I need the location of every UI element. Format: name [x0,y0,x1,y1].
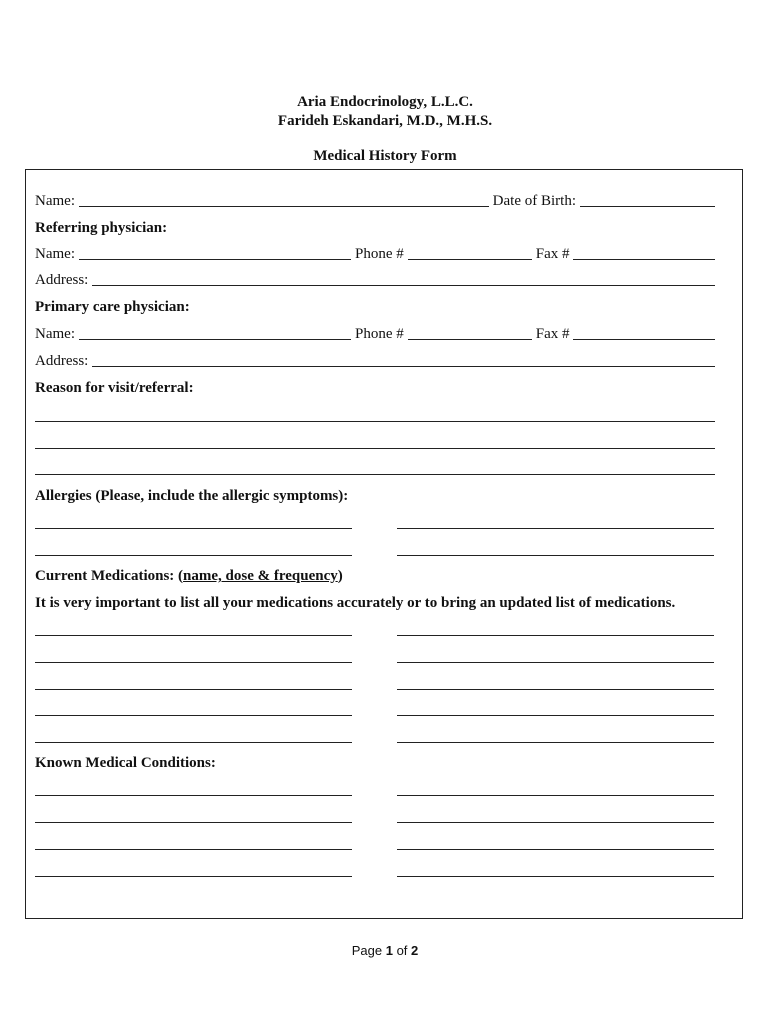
referring-phone-label: Phone # [354,246,404,262]
patient-name-field[interactable] [79,206,489,207]
medication-line[interactable] [35,635,352,636]
primary-contact-row [35,325,715,343]
referring-name-label: Name: [35,246,75,262]
referring-address-field[interactable] [92,285,715,286]
condition-line[interactable] [35,849,352,850]
dob-field[interactable] [580,206,715,207]
primary-fax-label: Fax # [535,326,570,342]
page-total: 2 [411,943,419,958]
medication-line[interactable] [397,662,714,663]
page-current: 1 [385,943,393,958]
reason-heading: Reason for visit/referral: [35,380,194,396]
primary-heading: Primary care physician: [35,299,190,315]
practice-name: Aria Endocrinology, L.L.C. [297,94,473,110]
medication-line[interactable] [35,662,352,663]
referring-name-field[interactable] [79,259,351,260]
medications-heading-suffix: ) [337,568,343,584]
condition-line[interactable] [397,795,714,796]
dob-label: Date of Birth: [492,193,576,209]
page-word: Page [351,943,383,958]
medication-line[interactable] [397,742,714,743]
condition-line[interactable] [35,795,352,796]
condition-line[interactable] [397,822,714,823]
referring-fax-label: Fax # [535,246,570,262]
medications-heading [35,567,715,585]
primary-address-field[interactable] [92,366,715,367]
allergy-line[interactable] [35,555,352,556]
medication-line[interactable] [35,742,352,743]
medication-line[interactable] [397,689,714,690]
allergy-line[interactable] [397,528,714,529]
medication-line[interactable] [397,715,714,716]
condition-line[interactable] [35,822,352,823]
of-word: of [396,943,408,958]
patient-row [35,192,715,210]
reason-line[interactable] [35,474,715,475]
page-number [0,943,770,958]
referring-heading: Referring physician: [35,220,168,236]
condition-line[interactable] [397,849,714,850]
medications-note: It is very important to list all your medications accurately or to bring an updated list of medications. [35,595,676,611]
referring-fax-field[interactable] [573,259,715,260]
primary-name-label: Name: [35,326,75,342]
medication-line[interactable] [35,689,352,690]
primary-fax-field[interactable] [573,339,715,340]
reason-line[interactable] [35,448,715,449]
doctor-name: Farideh Eskandari, M.D., M.H.S. [277,113,493,129]
referring-contact-row [35,245,715,263]
condition-line[interactable] [397,876,714,877]
primary-name-field[interactable] [79,339,351,340]
referring-phone-field[interactable] [408,259,532,260]
allergy-line[interactable] [35,528,352,529]
reason-line[interactable] [35,421,715,422]
medication-line[interactable] [397,635,714,636]
medications-heading-prefix: Current Medications: ( [35,568,184,584]
medication-line[interactable] [35,715,352,716]
medications-heading-underlined: name, dose & frequency [183,568,338,584]
patient-name-label: Name: [35,193,75,209]
primary-phone-field[interactable] [408,339,532,340]
allergies-heading: Allergies (Please, include the allergic symptoms): [35,488,349,504]
primary-address-row [35,352,715,370]
allergy-line[interactable] [397,555,714,556]
referring-address-label: Address: [35,272,89,288]
referring-address-row [35,271,715,289]
primary-address-label: Address: [35,353,89,369]
form-title: Medical History Form [313,148,457,164]
condition-line[interactable] [35,876,352,877]
primary-phone-label: Phone # [354,326,404,342]
conditions-heading: Known Medical Conditions: [35,755,216,771]
